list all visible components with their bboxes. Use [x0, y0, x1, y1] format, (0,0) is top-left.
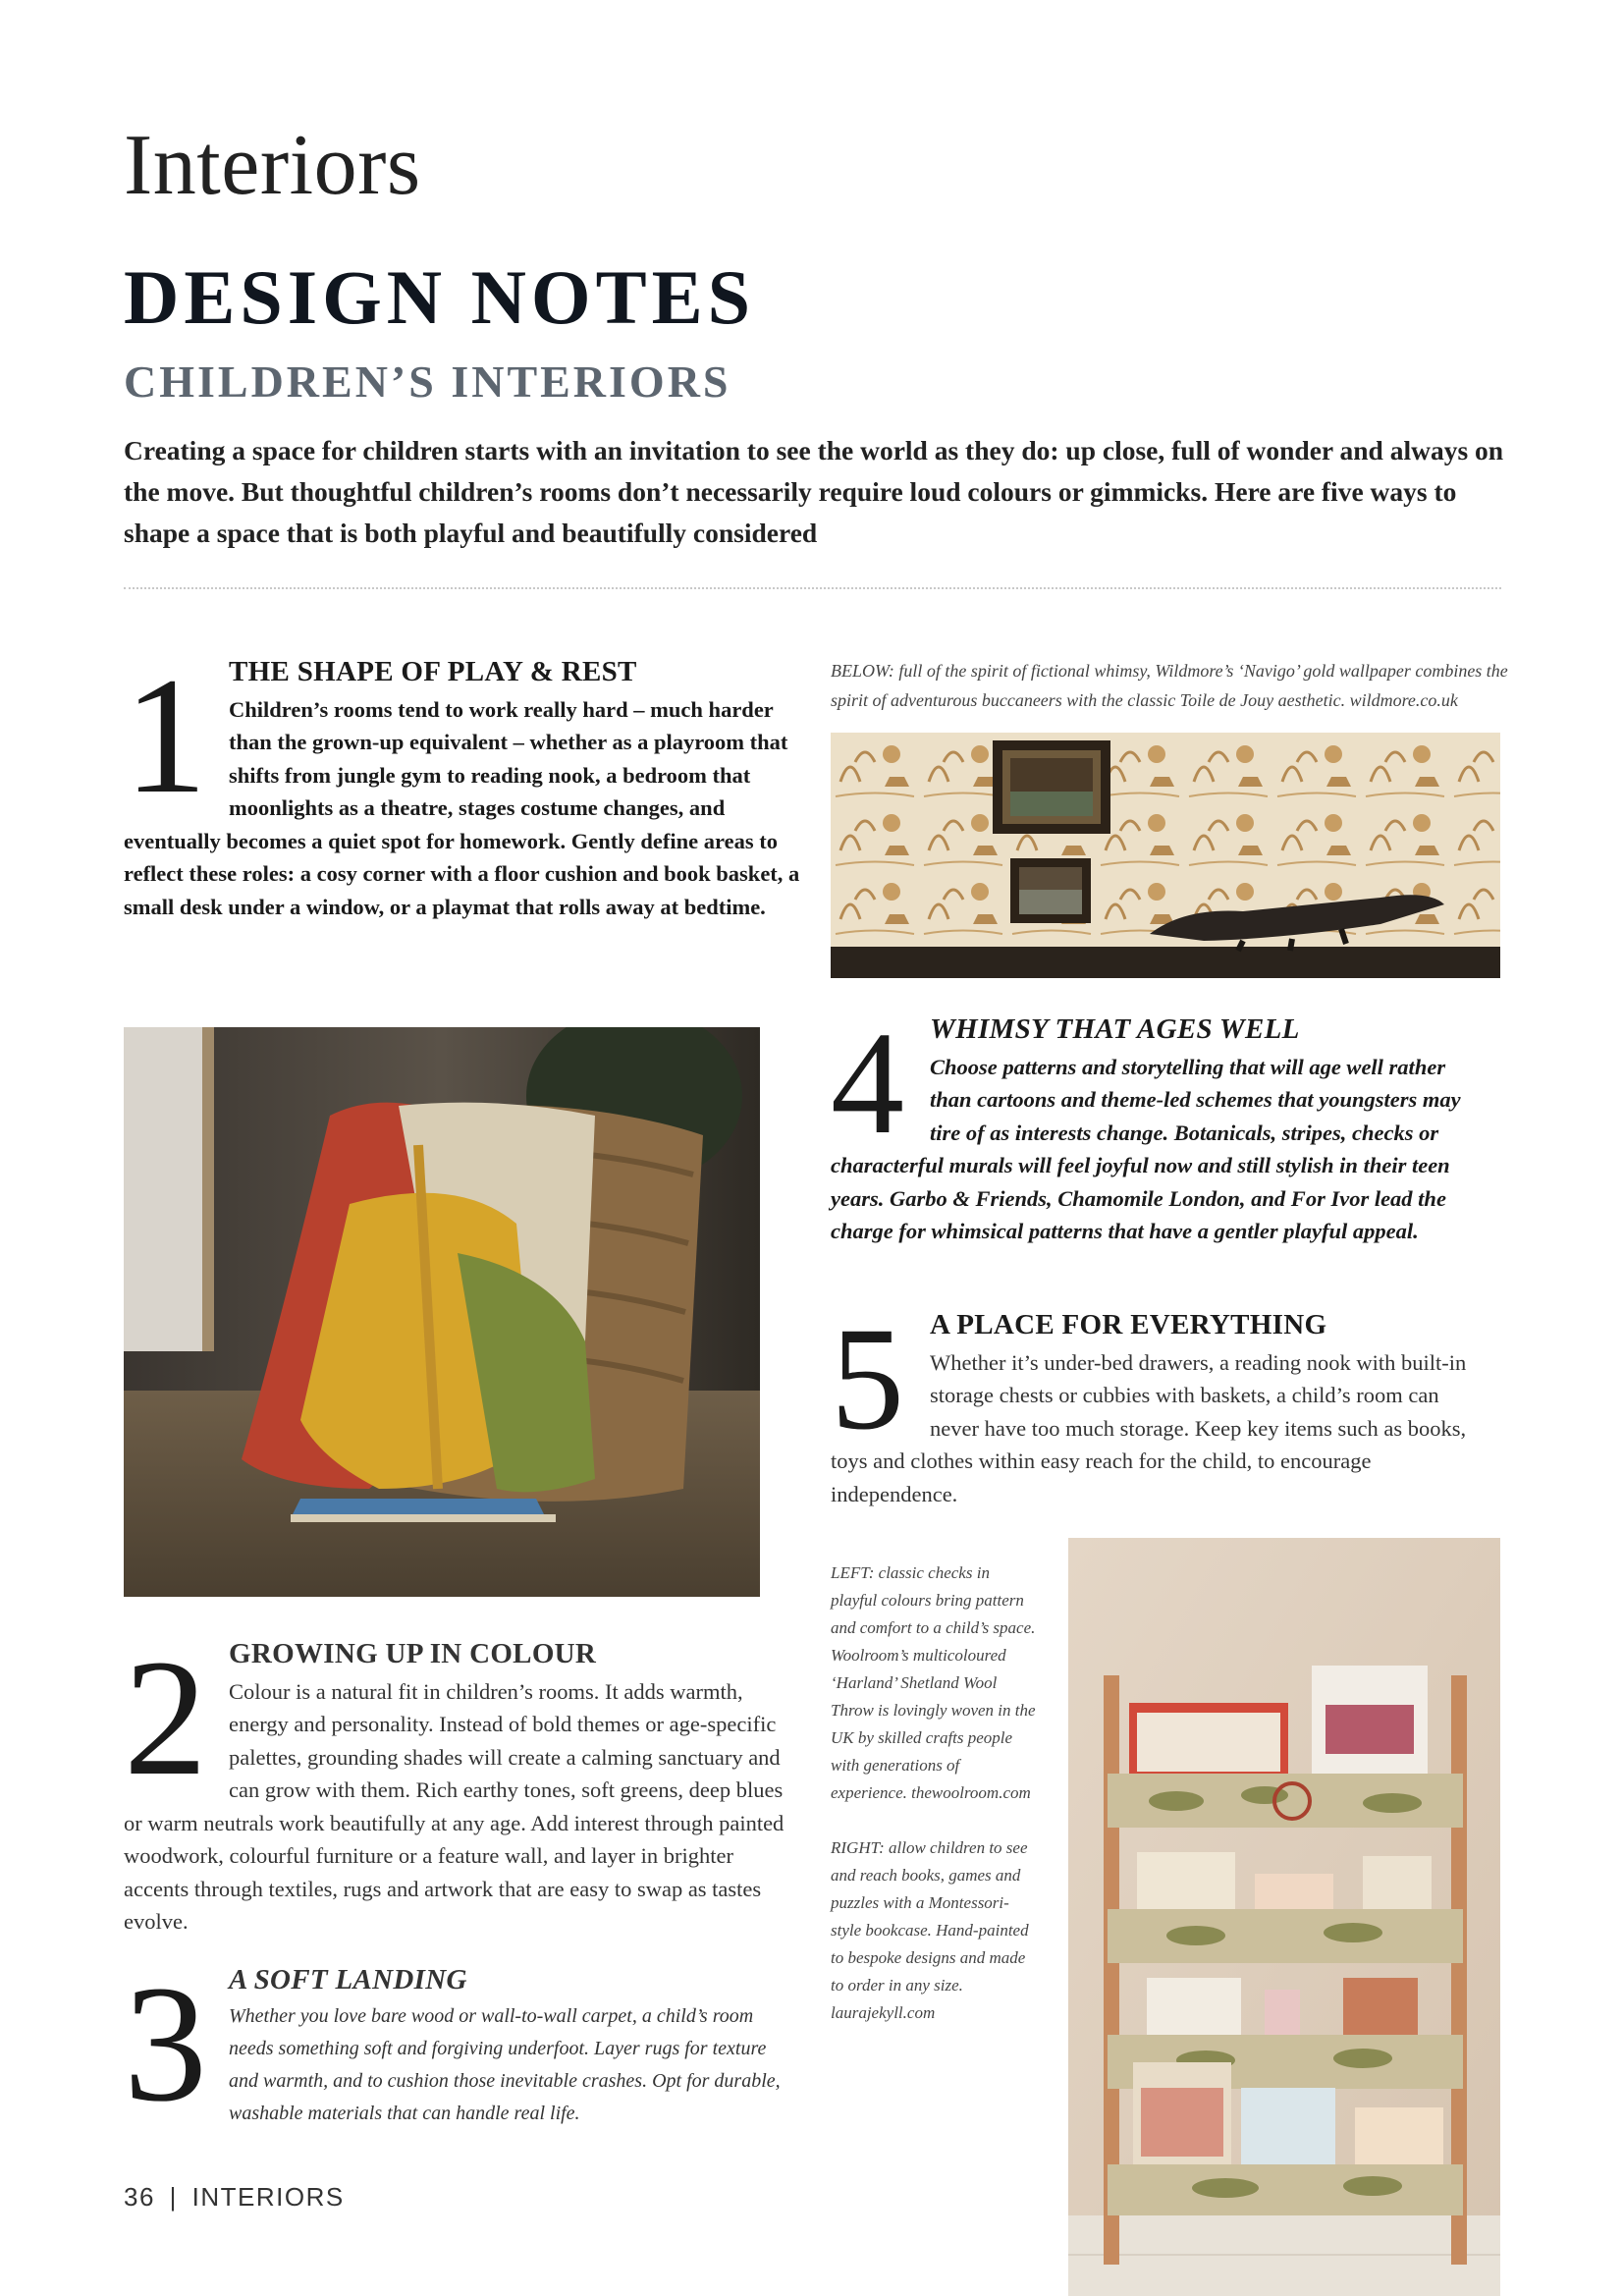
section-2	[124, 1625, 791, 1939]
section-1	[124, 643, 801, 923]
section-5	[831, 1297, 1488, 1510]
caption-below: BELOW: full of the spirit of fictional whimsy, Wildmore’s ‘Navigo’ gold wallpaper combines the spirit of adventurous buccaneers with the classic Toile de Jouy aesthetic. wildmore.co.uk	[831, 661, 1508, 710]
section-number: 2	[124, 1625, 207, 1810]
caption-left: LEFT: classic checks in playful colours bring pattern and comfort to a child’s space. Woolroom’s multicoloured ‘Harland’ Shetland Wool Throw is lovingly woven in the UK by skilled crafts people with generations of experience. thewoolroom.com	[831, 1563, 1036, 1802]
section-body: Whether you love bare wood or wall-to-wall carpet, a child’s room needs something soft and forgiving underfoot. Layer rugs for texture and warmth, and to cushion those inevitable crashes. Opt for durable, washable materials that can handle real life.	[229, 2005, 781, 2124]
section-body: Children’s rooms tend to work really hard – much harder than the grown-up equivalent – whether as a playroom that shifts from jungle gym to reading nook, a bedroom that moonlights as a theatre, stages costume changes, and eventually becomes a quiet spot for homework. Gently define areas to reflect these roles: a cosy corner with a floor cushion and book basket, a small desk under a window, or a playmat that rolls away at bedtime.	[124, 696, 800, 919]
throw-basket-photo	[124, 1027, 760, 1597]
section-body: Colour is a natural fit in children’s rooms. It adds warmth, energy and personality. Instead of bold themes or age-specific palettes, grounding shades will create a calming sanctuary and can grow with them. Rich earthy tones, soft greens, deep blues or warm neutrals work beautifully at any age. Add interest through painted woodwork, colourful furniture or a feature wall, and layer in brighter accents through textiles, rugs and artwork that are easy to swap as tastes evolve.	[124, 1678, 784, 1934]
section-heading: A SOFT LANDING	[229, 1964, 467, 1995]
footer-section: INTERIORS	[191, 2182, 345, 2212]
section-4	[831, 1002, 1488, 1248]
toile-wallpaper-photo	[831, 733, 1500, 978]
footer-separator: |	[169, 2182, 178, 2212]
page-subtitle: CHILDREN’S INTERIORS	[124, 356, 731, 407]
section-number: 4	[831, 1002, 904, 1165]
intro-paragraph: Creating a space for children starts with an invitation to see the world as they do: up close, full of wonder and always on the move. But thoughtful children’s rooms don’t necessarily require loud colours or gimmicks. Here are five ways to shape a space that is both playful and beautifully considered	[124, 435, 1504, 548]
page-footer	[124, 2182, 345, 2213]
section-body: Whether it’s under-bed drawers, a reading nook with built-in storage chests or cubbies with baskets, a child’s room can never have too much storage. Keep key items such as books, toys and clothes within easy reach for the child, to encourage independence.	[831, 1349, 1467, 1506]
section-number: 5	[831, 1297, 904, 1460]
section-heading: A PLACE FOR EVERYTHING	[930, 1309, 1327, 1340]
page-number: 36	[124, 2182, 155, 2212]
divider	[124, 587, 1501, 589]
section-number: 1	[124, 643, 207, 828]
caption-right: RIGHT: allow children to see and reach books, games and puzzles with a Montessori-style bookcase. Hand-painted to bespoke designs and made to order in any size. laurajekyll.com	[831, 1838, 1029, 2022]
section-number: 3	[124, 1951, 207, 2136]
section-body: Choose patterns and storytelling that will age well rather than cartoons and theme-led schemes that youngsters may tire of as interests change. Botanicals, stripes, checks or characterful murals will feel joyful now and still stylish in their teen years. Garbo & Friends, Chamomile London, and For Ivor lead the charge for whimsical patterns that have a gentler playful appeal.	[831, 1054, 1461, 1243]
page-title: DESIGN NOTES	[124, 254, 756, 340]
section-label: Interiors	[124, 118, 421, 213]
section-3	[124, 1951, 791, 2136]
bookcase-photo	[1068, 1538, 1500, 2296]
section-heading: THE SHAPE OF PLAY & REST	[229, 656, 637, 687]
side-captions	[831, 1559, 1037, 2054]
section-heading: GROWING UP IN COLOUR	[229, 1638, 597, 1669]
section-heading: WHIMSY THAT AGES WELL	[930, 1013, 1300, 1045]
